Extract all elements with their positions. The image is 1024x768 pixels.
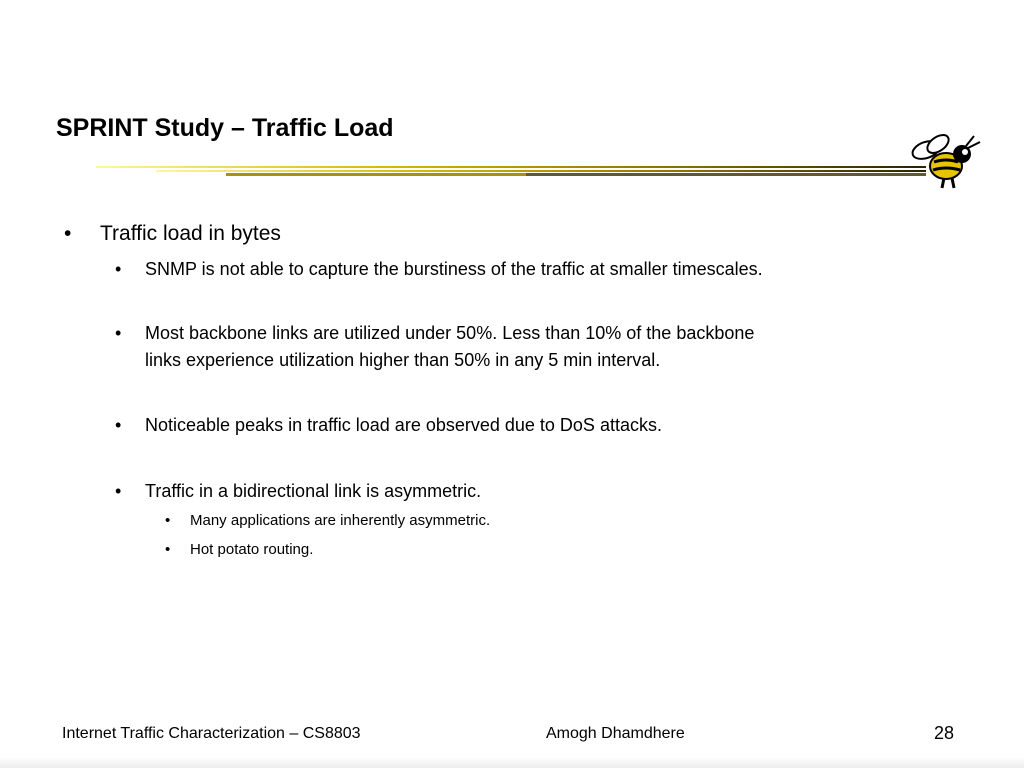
bullet-marker: • <box>64 222 72 245</box>
bullet-marker: • <box>165 512 171 529</box>
slide-title: SPRINT Study – Traffic Load <box>56 114 394 142</box>
bullet-level2-text-continued: links experience utilization higher than 50% in any 5 min interval. <box>145 350 661 370</box>
footer-page-number: 28 <box>934 723 955 743</box>
title-underline-rule <box>96 164 926 178</box>
bullet-level3-text: Hot potato routing. <box>190 541 314 558</box>
bullet-level1-text: Traffic load in bytes <box>100 222 281 245</box>
bullet-level2-text: SNMP is not able to capture the burstiness of the traffic at smaller timescales. <box>145 259 763 279</box>
footer-course: Internet Traffic Characterization – CS8803 <box>62 725 361 742</box>
bullet-marker: • <box>115 259 122 279</box>
bullet-level2-text: Most backbone links are utilized under 50%. Less than 10% of the backbone <box>145 323 755 343</box>
bullet-level3-text: Many applications are inherently asymmetric. <box>190 512 491 529</box>
bullet-level2-text: Noticeable peaks in traffic load are observed due to DoS attacks. <box>145 415 662 435</box>
bullet-marker: • <box>165 541 171 558</box>
slide-bottom-edge <box>0 757 1024 768</box>
bullet-marker: • <box>115 481 122 501</box>
footer-author: Amogh Dhamdhere <box>546 725 685 742</box>
bullet-marker: • <box>115 323 122 343</box>
yellow-jacket-bee-icon <box>908 132 982 190</box>
bullet-marker: • <box>115 415 122 435</box>
bullet-level2-text: Traffic in a bidirectional link is asymmetric. <box>145 481 482 501</box>
